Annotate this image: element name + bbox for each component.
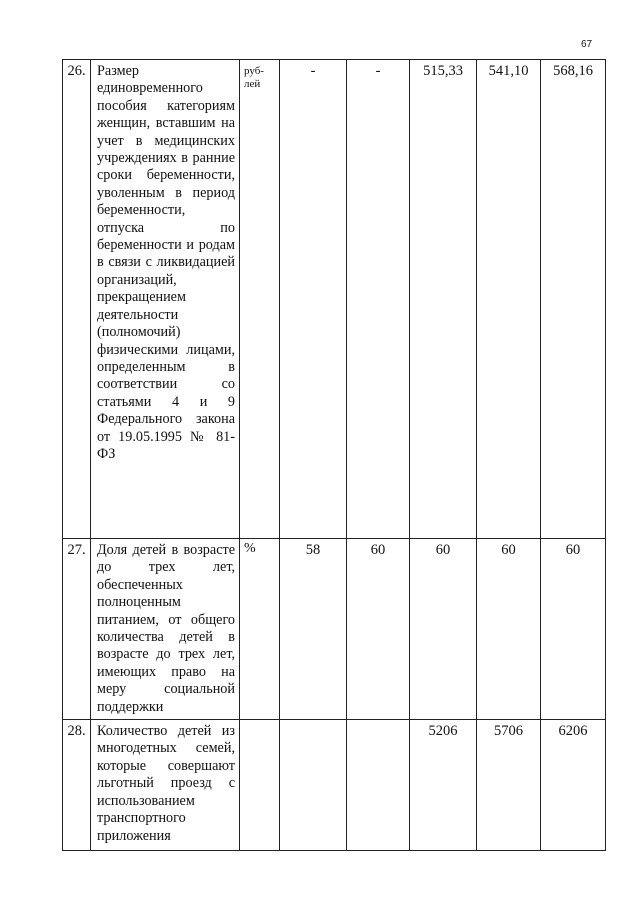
indicator-description: Количество детей из многодетных семей, которые совершают льготный проезд с использованием транспортного приложения [91, 720, 240, 851]
table-row [63, 539, 606, 720]
row-number: 28. [63, 720, 91, 851]
row-number: 26. [63, 60, 91, 539]
value-cell: 5706 [477, 720, 541, 851]
value-cell: 6206 [541, 720, 606, 851]
value-cell: - [347, 60, 410, 539]
value-cell: 60 [541, 539, 606, 720]
indicators-table [62, 59, 606, 851]
value-cell: 60 [410, 539, 477, 720]
unit-cell [240, 720, 280, 851]
unit-cell: % [240, 539, 280, 720]
table-row [63, 720, 606, 851]
value-cell: 60 [477, 539, 541, 720]
value-cell: 515,33 [410, 60, 477, 539]
row-number: 27. [63, 539, 91, 720]
indicator-description: Доля детей в возрасте до трех лет, обеспеченных полноценным питанием, от общего количества детей в возрасте до трех лет, имеющих право на меру социальной поддержки [91, 539, 240, 720]
page-number: 67 [581, 39, 593, 50]
value-cell [280, 720, 347, 851]
value-cell [347, 720, 410, 851]
value-cell: 5206 [410, 720, 477, 851]
value-cell: 568,16 [541, 60, 606, 539]
value-cell: 541,10 [477, 60, 541, 539]
table-row [63, 60, 606, 539]
unit-cell: руб- лей [240, 60, 280, 539]
indicator-description: Размер единовременного пособия категориям женщин, вставшим на учет в медицинских учреждениях в ранние сроки беременности, уволенным в период беременности, отпуска по беременности и родам в связи с ликвидацией организаций, прекращением деятельности (полномочий) физическими лицами, определенным в соответствии со статьями 4 и 9 Федерального закона от 19.05.1995 № 81-ФЗ [91, 60, 240, 539]
value-cell: 60 [347, 539, 410, 720]
value-cell: 58 [280, 539, 347, 720]
value-cell: - [280, 60, 347, 539]
